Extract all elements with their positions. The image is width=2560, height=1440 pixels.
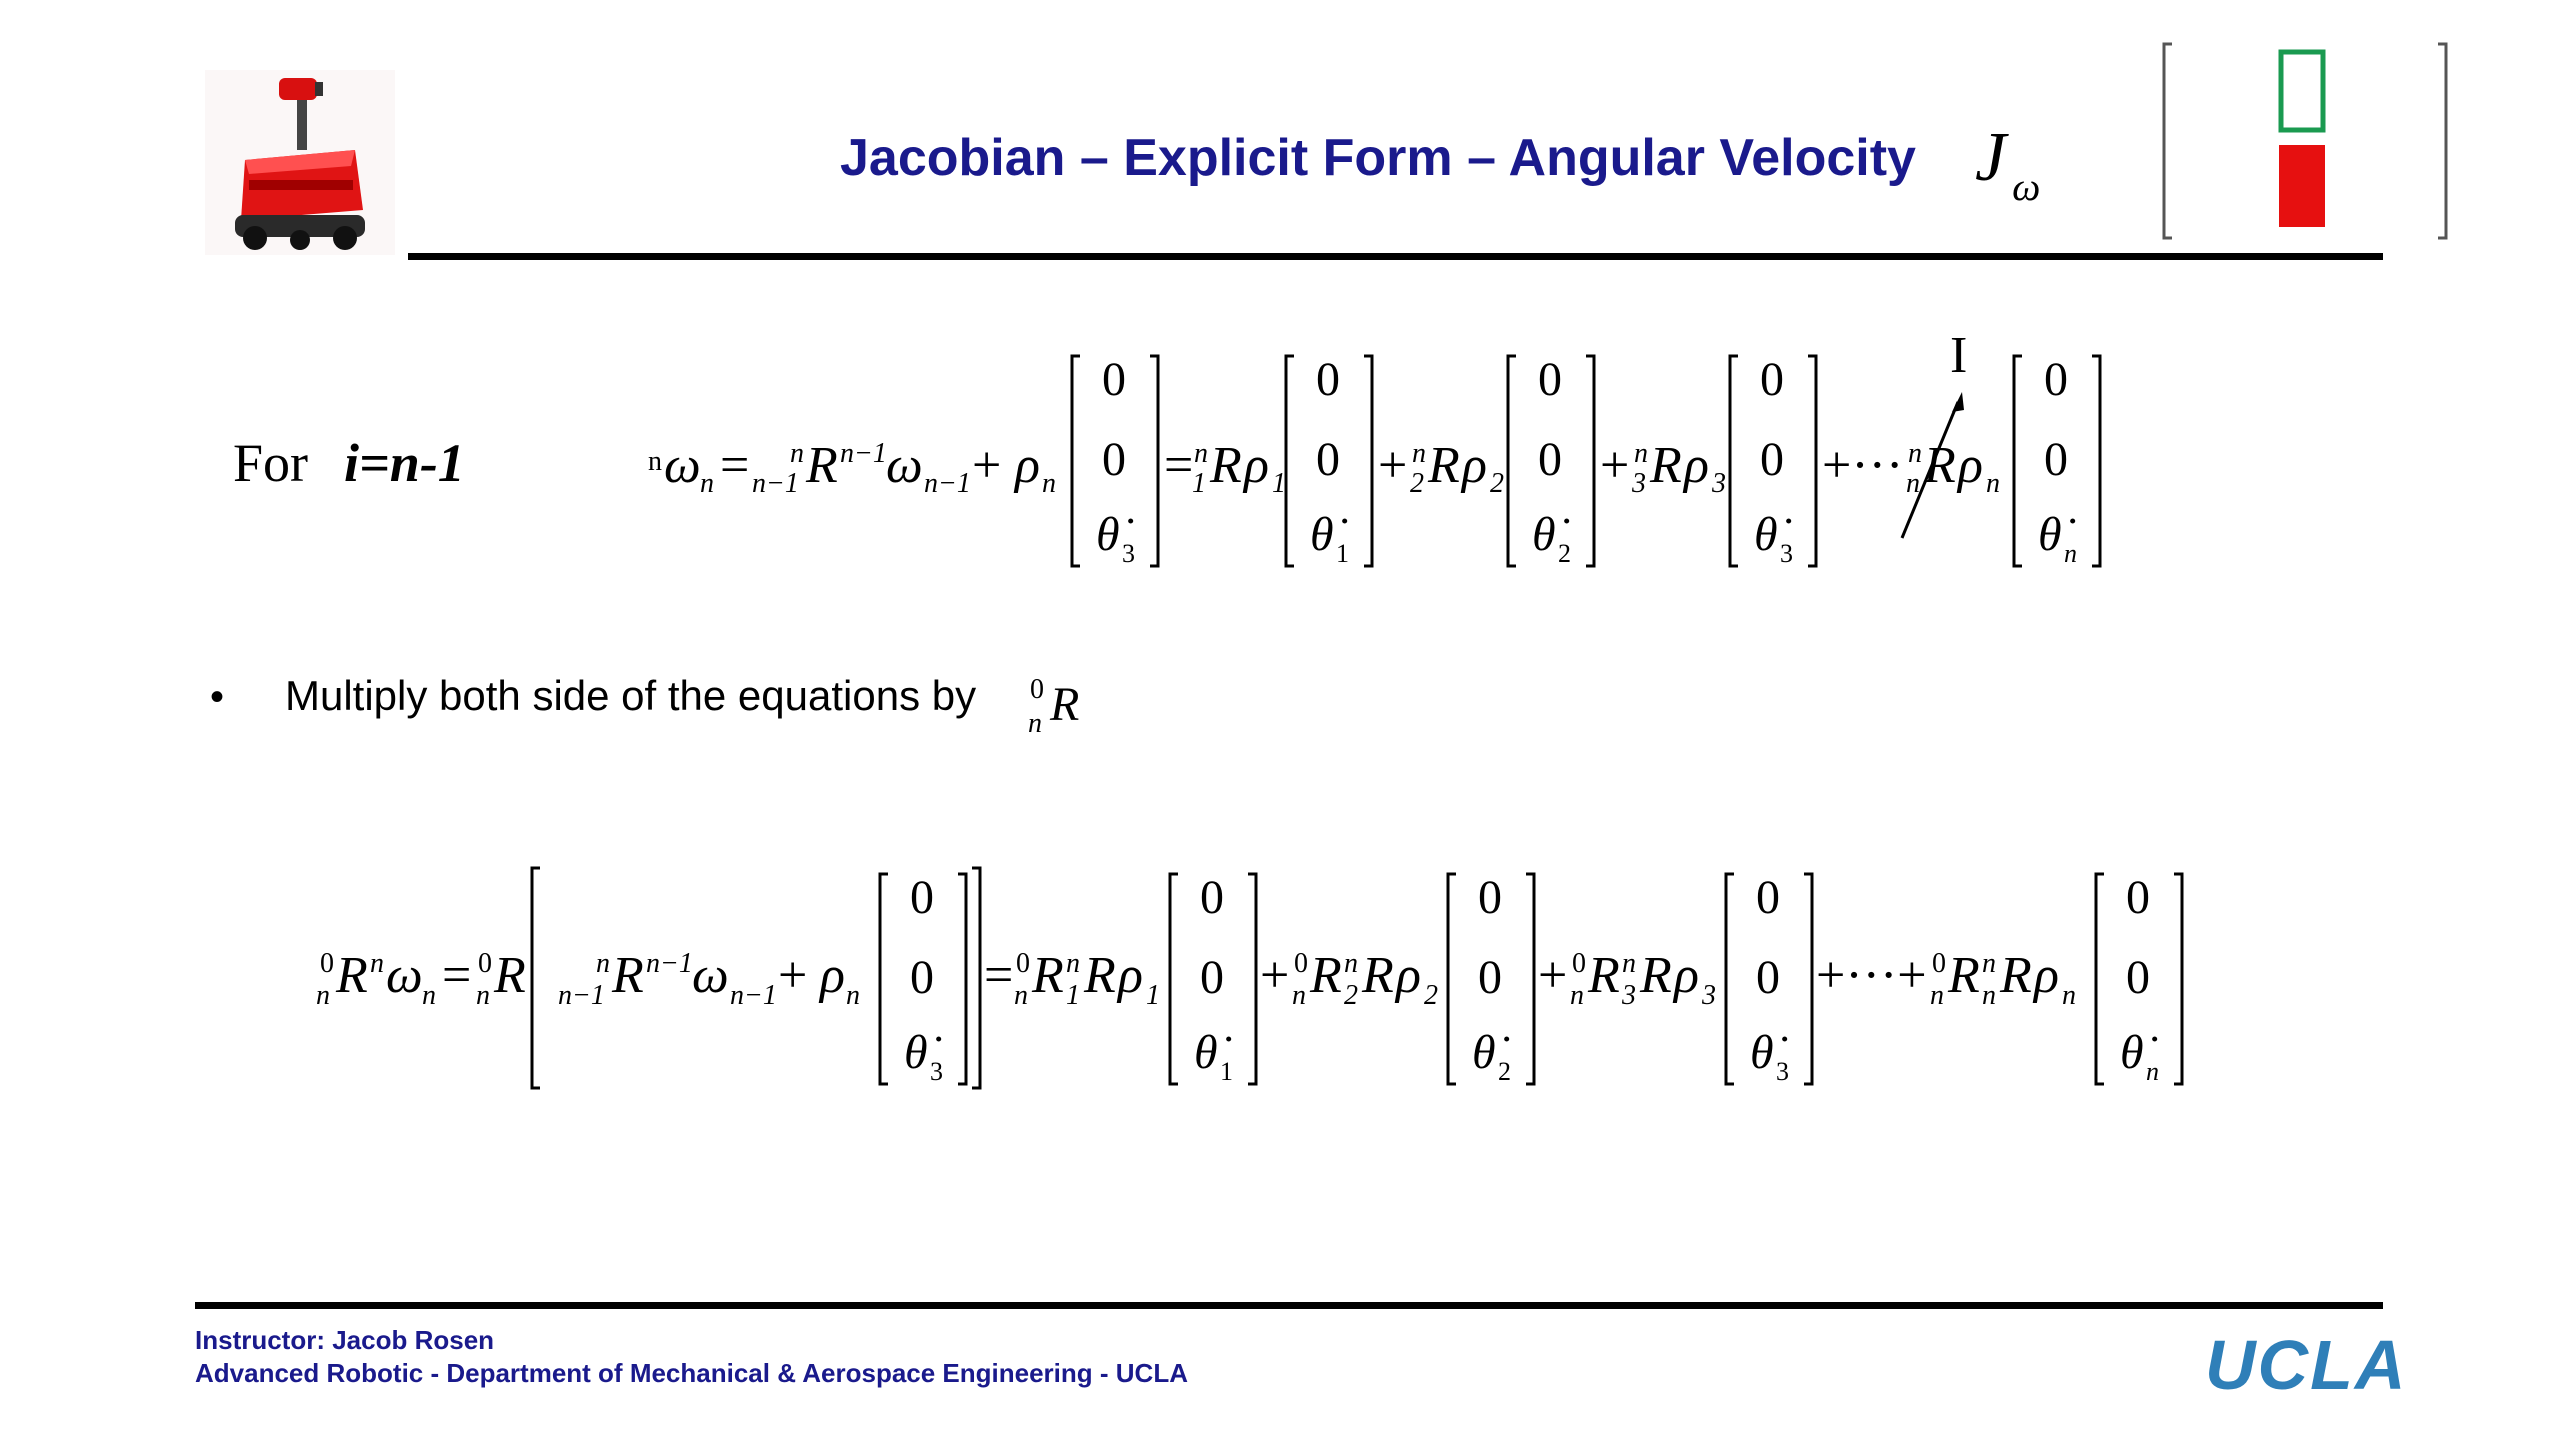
svg-text:R: R — [1428, 437, 1460, 494]
svg-text:R: R — [1948, 947, 1980, 1004]
svg-text:3: 3 — [1632, 468, 1646, 499]
svg-text:3: 3 — [1776, 1057, 1789, 1086]
svg-text:θ̇: θ̇ — [1194, 1026, 1218, 1079]
svg-text:R: R — [494, 947, 526, 1004]
svg-text:n−1: n−1 — [840, 438, 887, 469]
equation-angular-velocity — [640, 310, 2130, 580]
svg-text:n: n — [2062, 980, 2076, 1011]
svg-text:R: R — [1362, 947, 1394, 1004]
svg-text:n: n — [1906, 468, 1920, 499]
svg-text:n: n — [1930, 980, 1944, 1011]
svg-text:R: R — [806, 437, 838, 494]
svg-text:θ̇: θ̇ — [1532, 508, 1556, 561]
svg-text:n: n — [1982, 980, 1996, 1011]
svg-text:R: R — [2000, 947, 2032, 1004]
mobile-robot-icon — [205, 70, 395, 255]
svg-text:0: 0 — [1316, 353, 1340, 406]
rotation-matrix-symbol — [1020, 670, 1090, 740]
svg-text:ρ: ρ — [1462, 437, 1487, 494]
svg-text:0: 0 — [1756, 951, 1780, 1004]
bullet-marker: • — [210, 675, 225, 719]
svg-text:2: 2 — [1498, 1057, 1511, 1086]
svg-text:n: n — [370, 948, 384, 979]
svg-text:1: 1 — [1192, 468, 1206, 499]
svg-text:2: 2 — [1410, 468, 1424, 499]
svg-text:n: n — [1634, 438, 1648, 469]
svg-text:n: n — [1066, 948, 1080, 979]
svg-text:n: n — [1982, 948, 1996, 979]
svg-text:3: 3 — [1122, 539, 1135, 568]
svg-text:0: 0 — [1030, 674, 1044, 705]
svg-text:n: n — [596, 948, 610, 979]
svg-text:n: n — [1028, 708, 1042, 739]
svg-text:0: 0 — [1478, 871, 1502, 924]
identity-annotation: I — [1950, 327, 1968, 384]
svg-text:R: R — [1924, 437, 1956, 494]
svg-text:0: 0 — [2126, 871, 2150, 924]
svg-text:ω: ω — [664, 437, 701, 494]
svg-text:0: 0 — [2044, 433, 2068, 486]
svg-text:2: 2 — [1424, 980, 1438, 1011]
svg-text:0: 0 — [2126, 951, 2150, 1004]
svg-text:+: + — [1378, 437, 1408, 494]
svg-text:3: 3 — [1702, 980, 1716, 1011]
svg-text:1: 1 — [1272, 468, 1286, 499]
svg-text:ρ: ρ — [1015, 437, 1040, 494]
svg-text:n−1: n−1 — [558, 980, 605, 1011]
svg-text:3: 3 — [1780, 539, 1793, 568]
svg-text:2: 2 — [1344, 980, 1358, 1011]
header-rule — [408, 253, 2383, 260]
svg-text:θ̇: θ̇ — [2120, 1026, 2144, 1079]
svg-text:ρ: ρ — [1958, 437, 1983, 494]
svg-text:ρ: ρ — [2034, 947, 2059, 1004]
svg-text:θ̇: θ̇ — [1310, 508, 1334, 561]
svg-text:2: 2 — [1558, 539, 1571, 568]
svg-text:+: + — [1600, 437, 1630, 494]
svg-text:R: R — [336, 947, 368, 1004]
svg-text:+: + — [972, 437, 1002, 494]
svg-text:n: n — [846, 980, 860, 1011]
svg-text:ω: ω — [886, 437, 923, 494]
svg-text:n: n — [1622, 948, 1636, 979]
svg-text:n: n — [790, 438, 804, 469]
svg-text:3: 3 — [930, 1057, 943, 1086]
svg-text:n: n — [700, 468, 714, 499]
svg-text:R: R — [1310, 947, 1342, 1004]
svg-text:ρ: ρ — [1674, 947, 1699, 1004]
svg-text:+: + — [778, 947, 808, 1004]
svg-text:θ̇: θ̇ — [2038, 508, 2062, 561]
svg-text:+: + — [1538, 947, 1568, 1004]
svg-text:+···+: +···+ — [1816, 947, 1927, 1004]
svg-text:n: n — [1570, 980, 1584, 1011]
svg-text:0: 0 — [910, 951, 934, 1004]
svg-text:0: 0 — [1294, 948, 1308, 979]
svg-text:n: n — [1412, 438, 1426, 469]
footer-department: Advanced Robotic - Department of Mechanical & Aerospace Engineering - UCLA — [195, 1358, 1188, 1388]
svg-text:n−1: n−1 — [646, 948, 693, 979]
svg-text:ω: ω — [386, 947, 423, 1004]
svg-text:2: 2 — [1490, 468, 1504, 499]
svg-text:ω: ω — [692, 947, 729, 1004]
svg-text:0: 0 — [1200, 871, 1224, 924]
svg-text:ρ: ρ — [1118, 947, 1143, 1004]
svg-text:1: 1 — [1146, 980, 1160, 1011]
svg-text:0: 0 — [320, 948, 334, 979]
for-condition-label: For i=n-1 — [233, 433, 465, 493]
svg-text:R: R — [1588, 947, 1620, 1004]
svg-text:0: 0 — [1102, 353, 1126, 406]
svg-text:θ̇: θ̇ — [1472, 1026, 1496, 1079]
svg-text:R: R — [612, 947, 644, 1004]
svg-text:0: 0 — [1316, 433, 1340, 486]
svg-text:n: n — [476, 980, 490, 1011]
svg-text:n: n — [316, 980, 330, 1011]
equation-base-frame — [300, 860, 2200, 1100]
svg-text:0: 0 — [910, 871, 934, 924]
svg-text:n: n — [422, 980, 436, 1011]
svg-text:0: 0 — [1756, 871, 1780, 924]
svg-text:0: 0 — [1932, 948, 1946, 979]
svg-text:0: 0 — [1538, 353, 1562, 406]
svg-text:R: R — [1084, 947, 1116, 1004]
svg-text:3: 3 — [1712, 468, 1726, 499]
svg-text:1: 1 — [1066, 980, 1080, 1011]
svg-text:=: = — [1164, 437, 1194, 494]
footer-rule — [195, 1302, 2383, 1309]
svg-text:0: 0 — [1102, 433, 1126, 486]
svg-text:0: 0 — [1016, 948, 1030, 979]
svg-text:n: n — [1194, 438, 1208, 469]
svg-text:n−1: n−1 — [730, 980, 777, 1011]
svg-text:3: 3 — [1622, 980, 1636, 1011]
svg-text:R: R — [1650, 437, 1682, 494]
svg-text:n−1: n−1 — [924, 468, 971, 499]
ucla-logo: UCLA — [2205, 1326, 2408, 1404]
svg-text:+: + — [1260, 947, 1290, 1004]
svg-text:0: 0 — [2044, 353, 2068, 406]
svg-text:=: = — [984, 947, 1014, 1004]
svg-text:n: n — [1042, 468, 1056, 499]
svg-text:=: = — [442, 947, 472, 1004]
svg-text:n−1: n−1 — [752, 468, 799, 499]
svg-text:n: n — [1986, 468, 2000, 499]
svg-text:ρ: ρ — [1684, 437, 1709, 494]
svg-text:n: n — [2146, 1057, 2159, 1086]
footer-instructor: Instructor: Jacob Rosen — [195, 1325, 495, 1355]
svg-text:n: n — [2064, 539, 2077, 568]
svg-text:ρ: ρ — [1244, 437, 1269, 494]
svg-text:0: 0 — [1572, 948, 1586, 979]
svg-text:+···: +··· — [1822, 437, 1904, 494]
svg-text:0: 0 — [1478, 951, 1502, 1004]
bullet-text: Multiply both side of the equations by — [285, 672, 977, 719]
svg-text:0: 0 — [1760, 353, 1784, 406]
svg-text:0: 0 — [1538, 433, 1562, 486]
svg-text:0: 0 — [1200, 951, 1224, 1004]
svg-text:θ̇: θ̇ — [1096, 508, 1120, 561]
svg-text:R: R — [1640, 947, 1672, 1004]
svg-text:θ̇: θ̇ — [904, 1026, 928, 1079]
svg-text:R: R — [1050, 678, 1080, 731]
svg-text:R: R — [1032, 947, 1064, 1004]
svg-text:ρ: ρ — [820, 947, 845, 1004]
svg-text:R: R — [1210, 437, 1242, 494]
svg-text:0: 0 — [478, 948, 492, 979]
svg-text:ρ: ρ — [1396, 947, 1421, 1004]
svg-text:1: 1 — [1220, 1057, 1233, 1086]
joint-state-icon — [2160, 40, 2450, 250]
svg-text:n: n — [1344, 948, 1358, 979]
svg-text:θ̇: θ̇ — [1754, 508, 1778, 561]
svg-text:0: 0 — [1760, 433, 1784, 486]
svg-text:n: n — [1292, 980, 1306, 1011]
svg-text:=: = — [720, 437, 750, 494]
svg-text:n: n — [1014, 980, 1028, 1011]
svg-text:n: n — [648, 446, 662, 477]
slide-title: Jacobian – Explicit Form – Angular Velocity — [840, 129, 1916, 187]
svg-text:1: 1 — [1336, 539, 1349, 568]
svg-text:θ̇: θ̇ — [1750, 1026, 1774, 1079]
title-symbol: J $_\omega$ — [1975, 119, 2041, 209]
svg-text:n: n — [1908, 438, 1922, 469]
